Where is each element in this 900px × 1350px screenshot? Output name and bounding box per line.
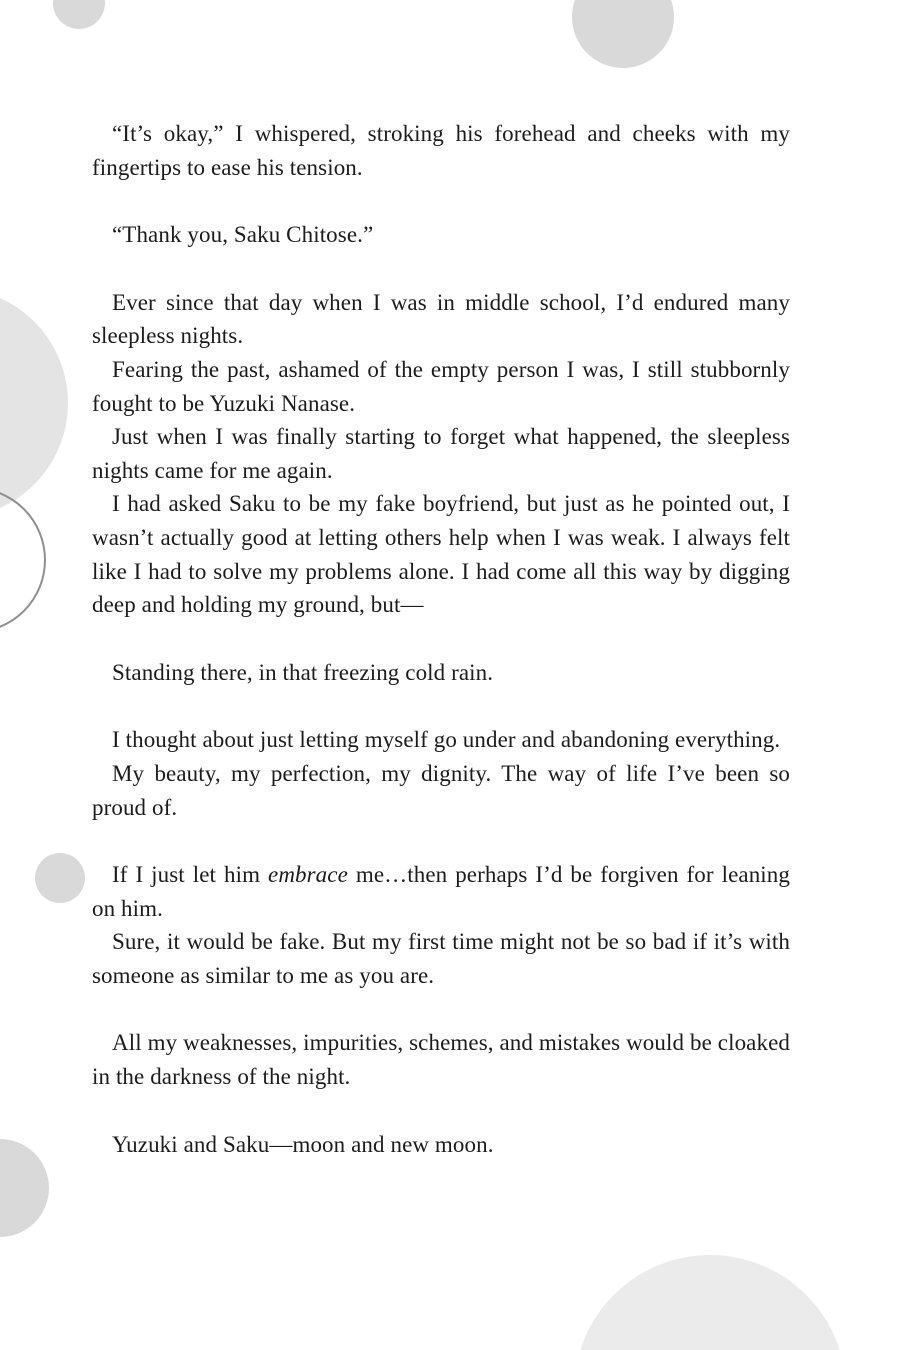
paragraph-segment-after: me…then perhaps I’d be forgiven for leaning on him.	[92, 862, 790, 921]
decorative-circle-left-outlined	[0, 488, 45, 632]
paragraph-dialogue-its-okay: “It’s okay,” I whispered, stroking his forehead and cheeks with my fingertips to ease his tension.	[92, 121, 790, 180]
decorative-circle-mid-left	[35, 853, 85, 903]
paragraph-yuzuki-and-saku: Yuzuki and Saku—moon and new moon.	[112, 1131, 494, 1157]
paragraph-just-when: Just when I was finally starting to forget what happened, the sleepless nights came for me again.	[92, 424, 790, 483]
paragraph-if-i-just	[92, 858, 790, 925]
paragraph-my-beauty: My beauty, my perfection, my dignity. The way of life I’ve been so proud of.	[92, 760, 790, 820]
decorative-circle-left-large	[0, 288, 68, 518]
paragraph-i-had-asked: I had asked Saku to be my fake boyfriend, but just as he pointed out, I wasn’t actually good at letting others help when I was weak. I always felt like I had to solve my problems alone. I had come all this way by digging deep and holding my ground, but—	[92, 491, 790, 618]
paragraph-segment-before: If I just let him	[112, 862, 269, 888]
paragraph-fearing-the-past: Fearing the past, ashamed of the empty person I was, I still stubbornly fought to be Yuzuki Nanase.	[92, 356, 790, 416]
decorative-circle-bottom-left	[0, 1139, 49, 1237]
paragraph-standing-there: Standing there, in that freezing cold rain.	[112, 659, 494, 685]
paragraph-i-thought-about: I thought about just letting myself go under and abandoning everything.	[112, 727, 781, 753]
decorative-circle-bottom-right	[574, 1255, 846, 1350]
emphasized-word-embrace: embrace	[268, 862, 348, 888]
paragraph-ever-since: Ever since that day when I was in middle school, I’d endured many sleepless nights.	[92, 289, 790, 349]
paragraph-all-my-weaknesses: All my weaknesses, impurities, schemes, and mistakes would be cloaked in the darkness of the night.	[92, 1030, 790, 1090]
paragraph-dialogue-thank-you: “Thank you, Saku Chitose.”	[112, 222, 374, 248]
reader-text-column	[92, 0, 790, 1161]
paragraph-sure-it-would: Sure, it would be fake. But my first time might not be so bad if it’s with someone as similar to me as you are.	[92, 929, 790, 988]
